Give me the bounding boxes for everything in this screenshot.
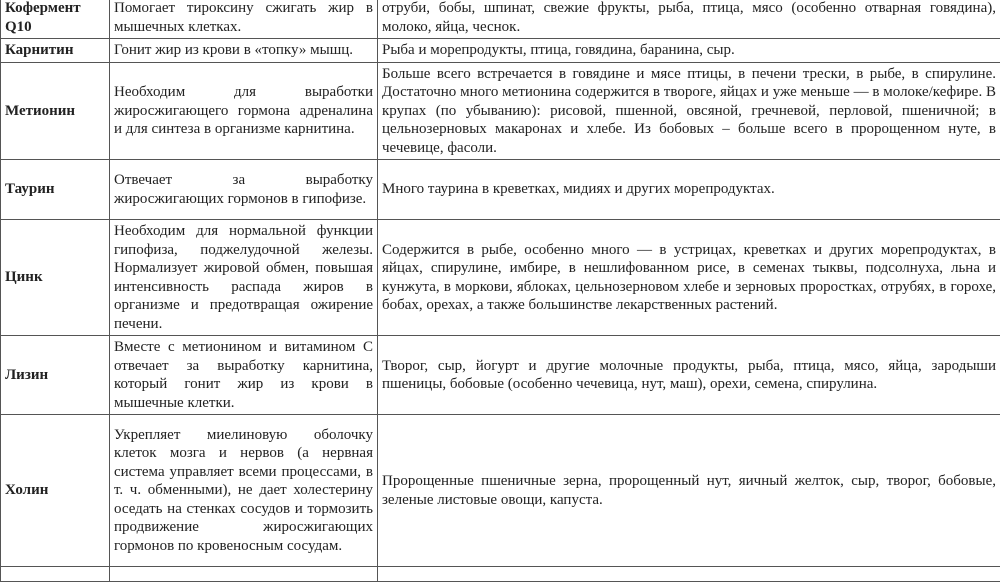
- nutrient-name: Таурин: [1, 160, 110, 220]
- nutrient-food-sources: Больше всего встречается в говядине и мясе птицы, в печени трески, в рыбе, в спирулине. Достаточно много метионина содержится в твороге, яйцах и уже меньше — в молоке/кефире. В крупах (по убыванию): рисовой, пшенной, овсяной, гречневой, перловой, пшеничной; в цельнозерновых макаронах и хлебе. Из бобовых – больше всего в пророщенном нуте, в чечевице, фасоли.: [378, 62, 1000, 160]
- table-row: [1, 39, 1000, 63]
- table-row: [1, 336, 1000, 415]
- nutrient-food-sources: Содержится в рыбе, особенно много — в устрицах, креветках и других морепродуктах, в яйцах, спирулине, имбире, в нешлифованном рисе, в семенах тыквы, подсолнуха, льна и кунжута, в моркови, яблоках, цельнозерновом хлебе и зерновых проростках, отрубях, в горохе, бобах, орехах, а также большинстве лекарственных растений.: [378, 220, 1000, 336]
- empty-cell: [1, 567, 110, 582]
- nutrient-function: Необходим для нормальной функции гипофиза, поджелудочной железы. Нормализует жировой обмен, повышая интенсивность распада жиров в организме и предотвращая ожирение печени.: [110, 220, 378, 336]
- nutrient-name: Кофермент Q10: [1, 0, 110, 39]
- nutrient-function: Вместе с метионином и витамином С отвечает за выработку карнитина, который гонит жир из крови в мышечные клетки.: [110, 336, 378, 415]
- nutrient-function: Отвечает за выработку жиросжигающих гормонов в гипофизе.: [110, 160, 378, 220]
- empty-cell: [110, 567, 378, 582]
- nutrient-function: Необходим для выработки жиросжигающего гормона адреналина и для синтеза в организме карнитина.: [110, 62, 378, 160]
- nutrient-function: Гонит жир из крови в «топку» мышц.: [110, 39, 378, 63]
- table-row-empty: [1, 567, 1000, 582]
- nutrient-food-sources: Творог, сыр, йогурт и другие молочные продукты, рыба, птица, мясо, яйца, зародыши пшеницы, бобовые (особенно чечевица, нут, маш), орехи, семена, спирулина.: [378, 336, 1000, 415]
- nutrient-function: Укрепляет миелиновую оболочку клеток мозга и нервов (а нервная система управляет всеми процессами, в т. ч. обменными), не дает холестерину оседать на стенках сосудов и тормозить продвижение жиросжигающих гормонов по кровеносным сосудам.: [110, 415, 378, 567]
- nutrient-food-sources: Много таурина в креветках, мидиях и других морепродуктах.: [378, 160, 1000, 220]
- empty-cell: [378, 567, 1000, 582]
- nutrient-food-sources: Рыба и морепродукты, птица, говядина, баранина, сыр.: [378, 39, 1000, 63]
- nutrient-name: Метионин: [1, 62, 110, 160]
- nutrient-food-sources: Пророщенные пшеничные зерна, пророщенный нут, яичный желток, сыр, творог, бобовые, зеленые листовые овощи, капуста.: [378, 415, 1000, 567]
- nutrient-function: Помогает тироксину сжигать жир в мышечных клетках.: [110, 0, 378, 39]
- table-row: [1, 160, 1000, 220]
- nutrient-name: Цинк: [1, 220, 110, 336]
- nutrient-name: Карнитин: [1, 39, 110, 63]
- table-row: [1, 62, 1000, 160]
- nutrient-name: Холин: [1, 415, 110, 567]
- nutrient-food-sources: отруби, бобы, шпинат, свежие фрукты, рыба, птица, мясо (особенно отварная говядина), молоко, яйца, чеснок.: [378, 0, 1000, 39]
- table-row: [1, 220, 1000, 336]
- nutrient-name: Лизин: [1, 336, 110, 415]
- table-row: [1, 415, 1000, 567]
- table-row: [1, 0, 1000, 39]
